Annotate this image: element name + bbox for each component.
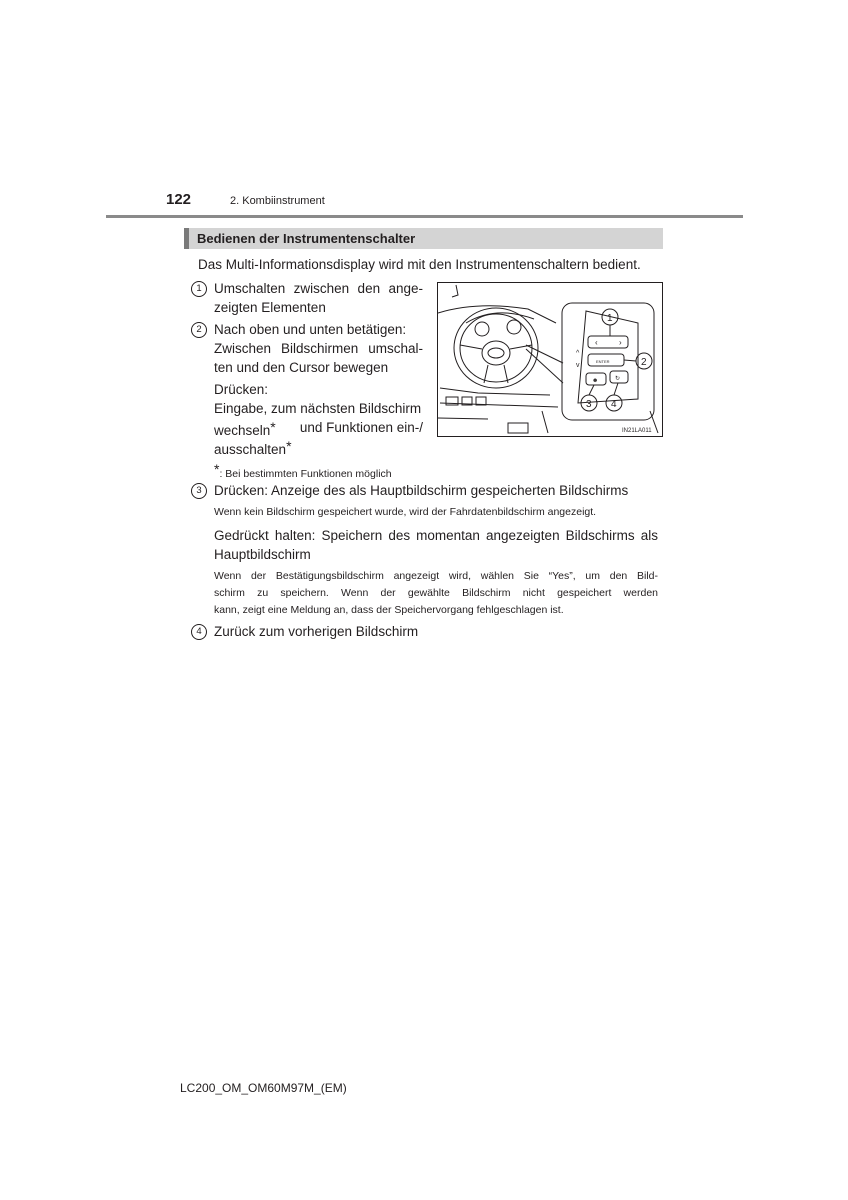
item-3-hold-2: Hauptbildschirm — [214, 547, 311, 562]
svg-text:‹: ‹ — [595, 338, 598, 347]
section-accent — [184, 228, 189, 249]
svg-text:↻: ↻ — [615, 376, 621, 382]
item-marker-4: 4 — [191, 624, 207, 640]
item-1-line-2: zeigten Elementen — [214, 300, 326, 315]
header-rule — [106, 215, 743, 218]
item-3-line-1: Drücken: Anzeige des als Hauptbildschirm gespeicherten Bildschirms — [214, 483, 629, 498]
svg-text:›: › — [619, 338, 622, 347]
svg-text:2: 2 — [641, 357, 647, 368]
item-3-note-2-line-1: Wenn der Bestätigungsbildschirm angezeigt wird, wählen Sie “Yes”, um den Bild- — [214, 570, 658, 582]
footnote: *: Bei bestimmten Funktionen möglich — [214, 461, 392, 480]
item-marker-3: 3 — [191, 483, 207, 499]
item-2-line-5: Eingabe, zum nächsten Bildschirm — [214, 401, 422, 416]
document-code: LC200_OM_OM60M97M_(EM) — [180, 1081, 347, 1095]
chapter-title: 2. Kombiinstrument — [230, 195, 325, 207]
svg-text:3: 3 — [586, 399, 592, 410]
svg-text:☻: ☻ — [592, 378, 599, 384]
item-2-line-1: Nach oben und unten betätigen: — [214, 322, 407, 337]
item-marker-2: 2 — [191, 322, 207, 338]
item-2-line-7: ausschalten* — [214, 438, 292, 457]
item-4-line-1: Zurück zum vorherigen Bildschirm — [214, 624, 419, 639]
svg-text:v: v — [576, 362, 580, 369]
item-1-line-1: Umschalten zwischen den ange- — [214, 281, 423, 296]
item-2-line-3: ten und den Cursor bewegen — [214, 360, 389, 375]
item-3-note-2-line-2: schirm zu speichern. Wenn der gewählte Bildschirm nicht gespeichert werden — [214, 587, 658, 599]
item-2-line-2: Zwischen Bildschirmen umschal- — [214, 341, 423, 356]
item-2-line-4: Drücken: — [214, 382, 269, 397]
item-2-line-6a: wechseln* — [214, 419, 276, 438]
item-3-note-2-line-3: kann, zeigt eine Meldung an, dass der Speichervorgang fehlgeschlagen ist. — [214, 604, 564, 616]
item-2-line-6b: und Funktionen ein-/ — [299, 420, 423, 435]
item-3-note-1: Wenn kein Bildschirm gespeichert wurde, wird der Fahrdatenbildschirm angezeigt. — [214, 506, 597, 518]
section-heading — [184, 228, 663, 249]
intro-text: Das Multi-Informationsdisplay wird mit den Instrumentenschaltern bedient. — [198, 257, 641, 272]
svg-text:1: 1 — [607, 313, 613, 324]
svg-text:ENTER: ENTER — [596, 359, 610, 364]
section-title: Bedienen der Instrumentenschalter — [197, 231, 416, 246]
svg-text:4: 4 — [611, 399, 617, 410]
steering-wheel-illustration — [438, 283, 662, 436]
item-marker-1: 1 — [191, 281, 207, 297]
item-3-hold-1: Gedrückt halten: Speichern des momentan angezeigten Bildschirms als — [214, 528, 658, 543]
page-number: 122 — [166, 191, 192, 208]
switch-illustration — [437, 282, 663, 437]
svg-text:IN21LA011: IN21LA011 — [622, 428, 652, 434]
svg-text:^: ^ — [576, 350, 580, 357]
